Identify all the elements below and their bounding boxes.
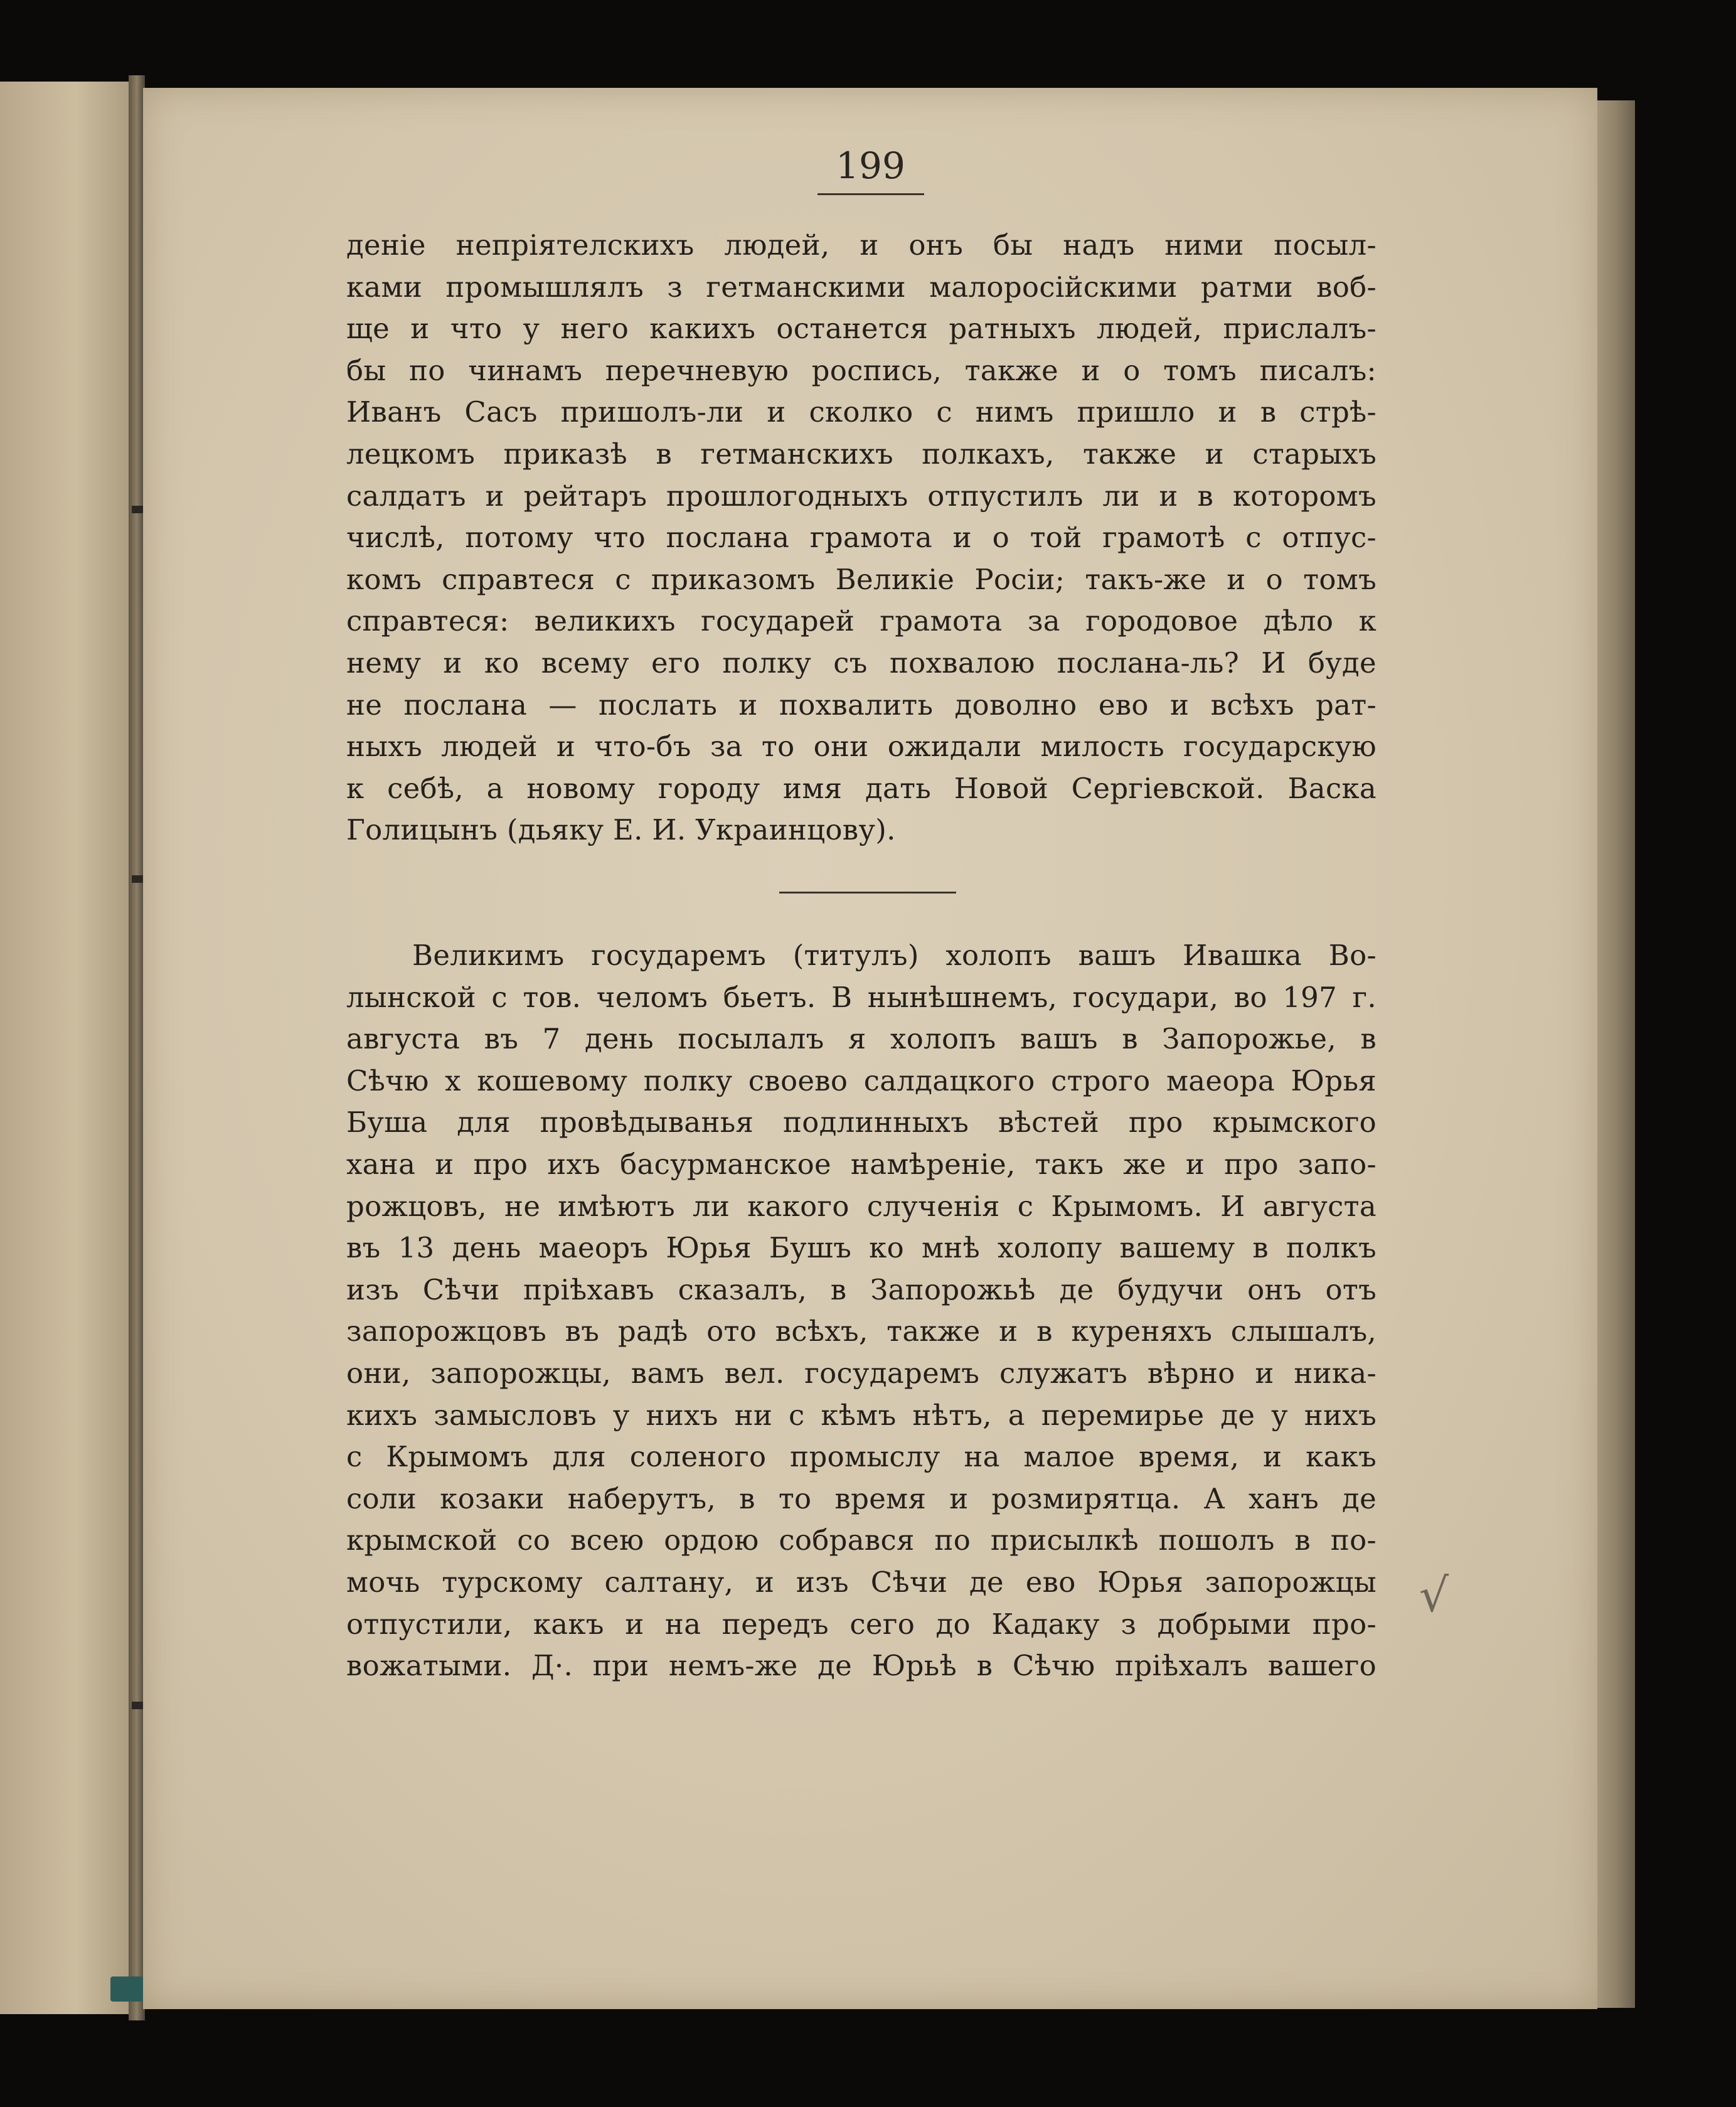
text-line: соли козаки наберутъ, в то время и розмирятца. А ханъ де — [346, 1481, 1377, 1515]
pencil-check-mark: √ — [1419, 1569, 1449, 1623]
section-divider — [779, 892, 956, 893]
text-line: бы по чинамъ перечневую роспись, также и о томъ писалъ: — [346, 353, 1377, 387]
paragraph-1 — [346, 225, 1377, 851]
text-line: Буша для провѣдыванья подлинныхъ вѣстей про крымского — [346, 1106, 1377, 1139]
page-number: 199 — [817, 144, 924, 195]
text-line: салдатъ и рейтаръ прошлогодныхъ отпустилъ ли и в которомъ — [346, 479, 1377, 513]
text-line: мочь турскому салтану, и изъ Сѣчи де ево Юрья запорожцы — [346, 1565, 1377, 1599]
text-line: к себѣ, а новому городу имя дать Новой Сергіевской. Васка — [346, 771, 1377, 805]
text-line: ще и что у него какихъ останется ратныхъ людей, прислалъ- — [346, 312, 1377, 346]
text-line: кихъ замысловъ у нихъ ни с кѣмъ нѣтъ, а перемирье де у нихъ — [346, 1398, 1377, 1432]
margin-mark — [132, 875, 144, 883]
facing-page-edge — [0, 82, 139, 2014]
text-line: справтеся: великихъ государей грамота за городовое дѣло к — [346, 604, 1377, 638]
margin-mark — [132, 506, 144, 513]
text-line: рожцовъ, не имѣютъ ли какого слученія с Крымомъ. И августа — [346, 1189, 1377, 1223]
text-line: изъ Сѣчи пріѣхавъ сказалъ, в Запорожьѣ де будучи онъ отъ — [346, 1272, 1377, 1306]
text-line: ками промышлялъ з гетманскими малоросійскими ратми воб- — [346, 270, 1377, 304]
text-line: вожатыми. Д·. при немъ-же де Юрьѣ в Сѣчю пріѣхалъ вашего — [346, 1649, 1377, 1683]
text-line: отпустили, какъ и на передъ сего до Кадаку з добрыми про- — [346, 1607, 1377, 1641]
text-line: Великимъ государемъ (титулъ) холопъ вашъ Ивашка Во- — [412, 939, 1377, 972]
text-line: лецкомъ приказѣ в гетманскихъ полкахъ, также и старыхъ — [346, 437, 1377, 471]
text-line: они, запорожцы, вамъ вел. государемъ служатъ вѣрно и ника- — [346, 1356, 1377, 1390]
text-line: с Крымомъ для соленого промыслу на малое время, и какъ — [346, 1440, 1377, 1474]
text-line: не послана — послать и похвалить доволно ево и всѣхъ рат- — [346, 688, 1377, 722]
text-line: комъ справтеся с приказомъ Великіе Росіи; такъ-же и о томъ — [346, 562, 1377, 596]
text-line: нему и ко всему его полку съ похвалою послана-ль? И буде — [346, 646, 1377, 680]
text-line: запорожцовъ въ радѣ ото всѣхъ, также и в куреняхъ слышалъ, — [346, 1315, 1377, 1348]
text-line: въ 13 день маеоръ Юрья Бушъ ко мнѣ холопу вашему в полкъ — [346, 1231, 1377, 1265]
text-line: хана и про ихъ басурманское намѣреніе, такъ же и про запо- — [346, 1147, 1377, 1181]
text-line: Сѣчю х кошевому полку своево салдацкого строго маеора Юрья — [346, 1064, 1377, 1097]
text-line: лынской с тов. челомъ бьетъ. В нынѣшнемъ, государи, во 197 г. — [346, 980, 1377, 1014]
text-line: августа въ 7 день посылалъ я холопъ вашъ в Запорожье, в — [346, 1022, 1377, 1056]
text-line: Голицынъ (дьяку Е. И. Украинцову). — [346, 813, 896, 847]
text-line: крымской со всею ордою собрався по присылкѣ пошолъ в по- — [346, 1523, 1377, 1557]
text-line: Иванъ Сасъ пришолъ-ли и сколко с нимъ пришло и в стрѣ- — [346, 395, 1377, 429]
text-line: ныхъ людей и что-бъ за то они ожидали милость государскую — [346, 730, 1377, 764]
page-stack-edge — [1597, 100, 1635, 2008]
text-line: деніе непріятелскихъ людей, и онъ бы надъ ними посыл- — [346, 228, 1377, 262]
paragraph-2 — [346, 935, 1377, 1687]
text-line: числѣ, потому что послана грамота и о той грамотѣ с отпус- — [346, 521, 1377, 555]
margin-mark — [132, 1702, 144, 1709]
